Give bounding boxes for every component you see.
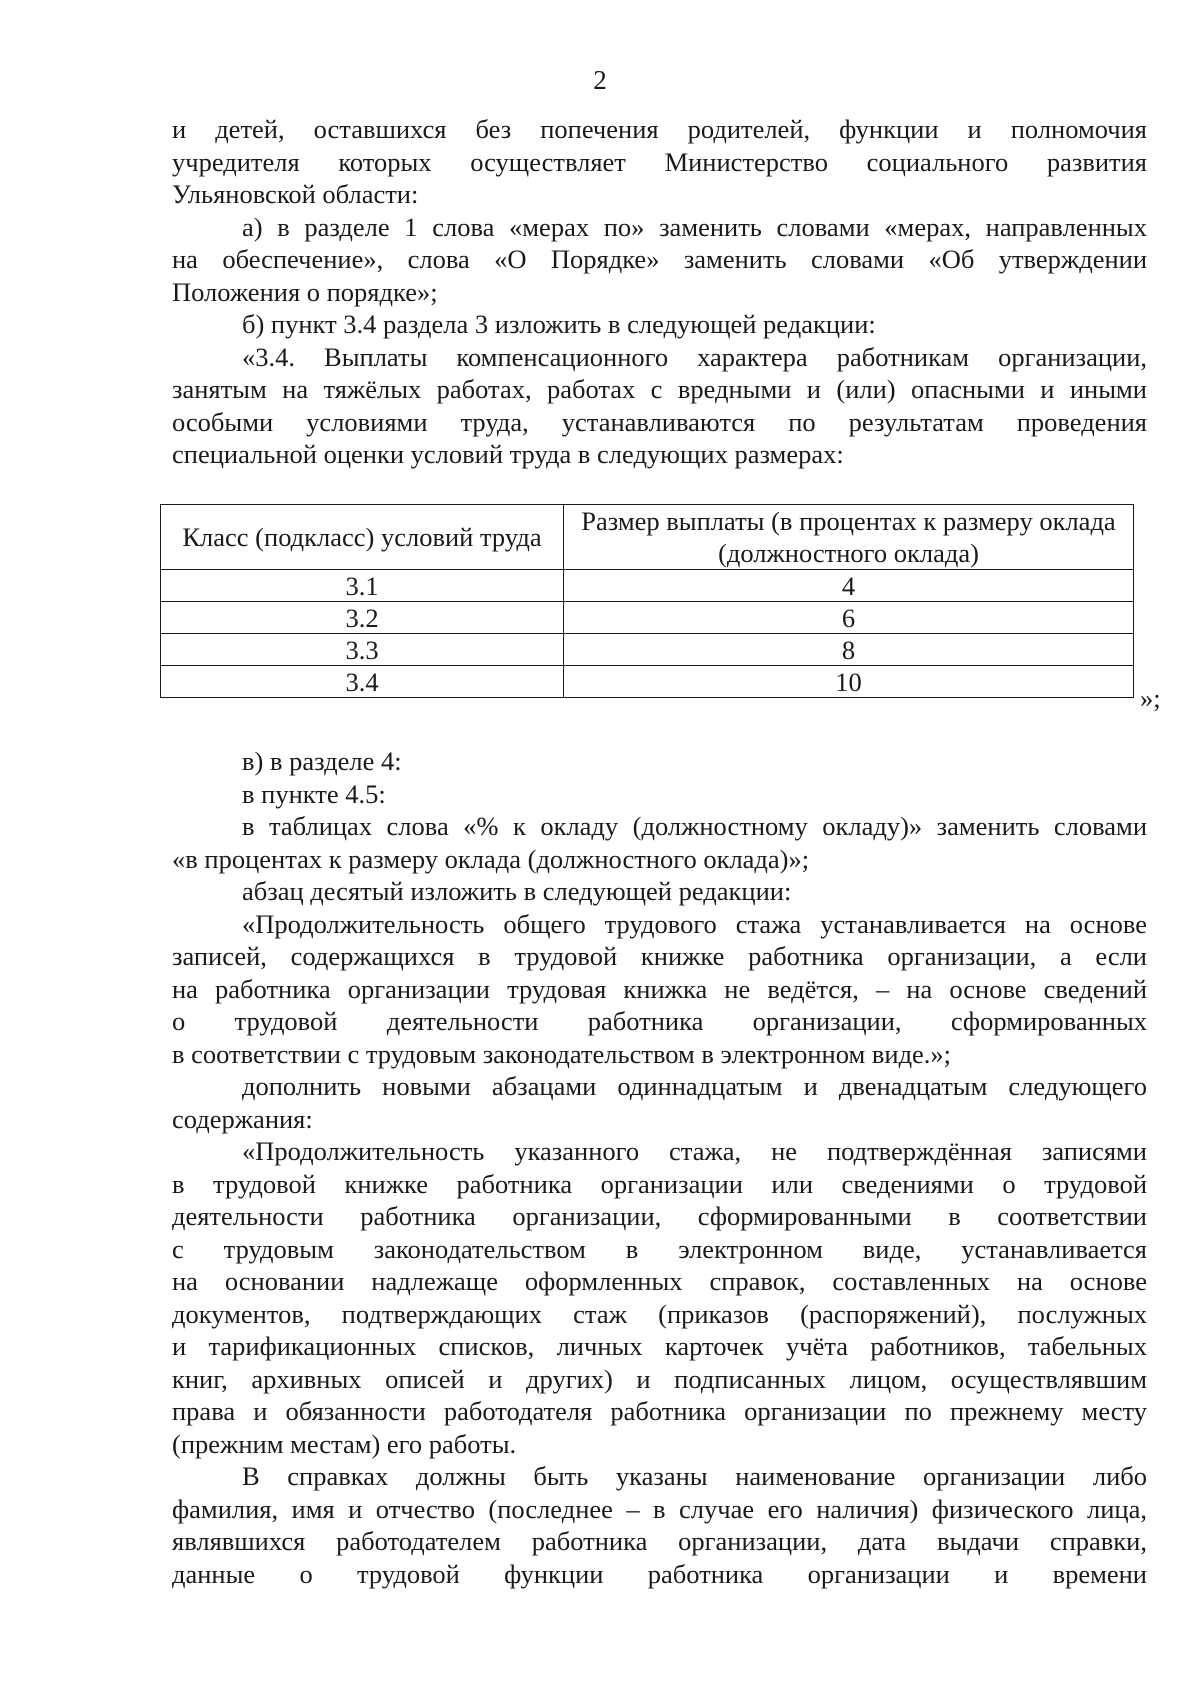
paragraph-line: Положения о порядке»; xyxy=(172,276,438,307)
paragraph-line: документов, подтверждающих стаж (приказов (распоряжений), послужных xyxy=(172,1298,1147,1329)
paragraph-line: с трудовым законодательством в электронном виде, устанавливается xyxy=(172,1233,1147,1264)
paragraph-line: учредителя которых осуществляет Министерство социального развития xyxy=(172,146,1147,177)
paragraph-line: специальной оценки условий труда в следующих размерах: xyxy=(172,439,844,469)
paragraph-line: в) в разделе 4: xyxy=(242,746,402,776)
paragraph-line: «3.4. Выплаты компенсационного характера работникам организации, xyxy=(242,341,1147,372)
paragraph-line: «Продолжительность общего трудового стажа устанавливается на основе xyxy=(242,908,1147,939)
paragraph-line: деятельности работника организации, сформированными в соответствии xyxy=(172,1201,1147,1231)
paragraph-line: Ульяновской области: xyxy=(172,179,419,209)
paragraph-line: записей, содержащихся в трудовой книжке работника организации, а если xyxy=(172,941,1147,971)
cell-size: 4 xyxy=(564,570,1134,602)
bottom-text-block xyxy=(172,745,1147,1590)
paragraph-line: являвшихся работодателем работника организации, дата выдачи справки, xyxy=(172,1526,1147,1556)
table-row xyxy=(161,634,1134,666)
table-row xyxy=(161,666,1134,698)
compensation-table xyxy=(160,504,1134,698)
paragraph-line: В справках должны быть указаны наименование организации либо xyxy=(242,1461,1147,1491)
paragraph-line: фамилия, имя и отчество (последнее – в случае его наличия) физического лица, xyxy=(172,1493,1147,1524)
paragraph-line: о трудовой деятельности работника организации, сформированных xyxy=(172,1006,1147,1036)
cell-class: 3.4 xyxy=(161,666,564,698)
paragraph-line: данные о трудовой функции работника организации и времени xyxy=(172,1558,1147,1589)
paragraph-line: (прежним местам) его работы. xyxy=(172,1428,517,1459)
closing-quote: »; xyxy=(1140,683,1161,713)
top-text-block xyxy=(172,113,1147,471)
header-size: Размер выплаты (в процентах к размеру оклада (должностного оклада) xyxy=(564,505,1134,570)
paragraph-line: «в процентах к размеру оклада (должностного оклада)»; xyxy=(172,843,810,874)
cell-class: 3.1 xyxy=(161,570,564,602)
page-number: 2 xyxy=(593,65,607,95)
cell-class: 3.3 xyxy=(161,634,564,666)
table-row xyxy=(161,602,1134,634)
paragraph-line: б) пункт 3.4 раздела 3 изложить в следующей редакции: xyxy=(242,309,876,339)
paragraph-line: на работника организации трудовая книжка не ведётся, – на основе сведений xyxy=(172,973,1147,1004)
cell-class: 3.2 xyxy=(161,602,564,634)
paragraph-line: в соответствии с трудовым законодательством в электронном виде.»; xyxy=(172,1038,952,1069)
paragraph-line: «Продолжительность указанного стажа, не подтверждённая записями xyxy=(242,1136,1147,1166)
paragraph-line: в таблицах слова «% к окладу (должностному окладу)» заменить словами xyxy=(242,811,1147,841)
cell-size: 8 xyxy=(564,634,1134,666)
paragraph-line: особыми условиями труда, устанавливаются по результатам проведения xyxy=(172,406,1147,437)
header-class: Класс (подкласс) условий труда xyxy=(161,505,564,570)
table-row xyxy=(161,570,1134,602)
paragraph-line: книг, архивных описей и других) и подписанных лицом, осуществлявшим xyxy=(172,1363,1147,1394)
table-header-row xyxy=(161,505,1134,570)
cell-size: 10 xyxy=(564,666,1134,698)
paragraph-line: в пункте 4.5: xyxy=(242,778,386,809)
paragraph-line: занятым на тяжёлых работах, работах с вредными и (или) опасными и иными xyxy=(172,374,1147,404)
paragraph-line: на основании надлежаще оформленных справок, составленных на основе xyxy=(172,1266,1147,1296)
paragraph-line: и тарификационных списков, личных карточек учёта работников, табельных xyxy=(172,1331,1147,1361)
paragraph-line: а) в разделе 1 слова «мерах по» заменить словами «мерах, направленных xyxy=(242,211,1147,242)
paragraph-line: права и обязанности работодателя работника организации по прежнему месту xyxy=(172,1396,1147,1426)
paragraph-line: на обеспечение», слова «О Порядке» заменить словами «Об утверждении xyxy=(172,244,1147,274)
paragraph-line: и детей, оставшихся без попечения родителей, функции и полномочия xyxy=(172,114,1147,144)
paragraph-line: дополнить новыми абзацами одиннадцатым и двенадцатым следующего xyxy=(242,1071,1147,1101)
paragraph-line: в трудовой книжке работника организации или сведениями о трудовой xyxy=(172,1168,1147,1199)
cell-size: 6 xyxy=(564,602,1134,634)
paragraph-line: содержания: xyxy=(172,1103,313,1134)
paragraph-line: абзац десятый изложить в следующей редакции: xyxy=(242,876,792,906)
